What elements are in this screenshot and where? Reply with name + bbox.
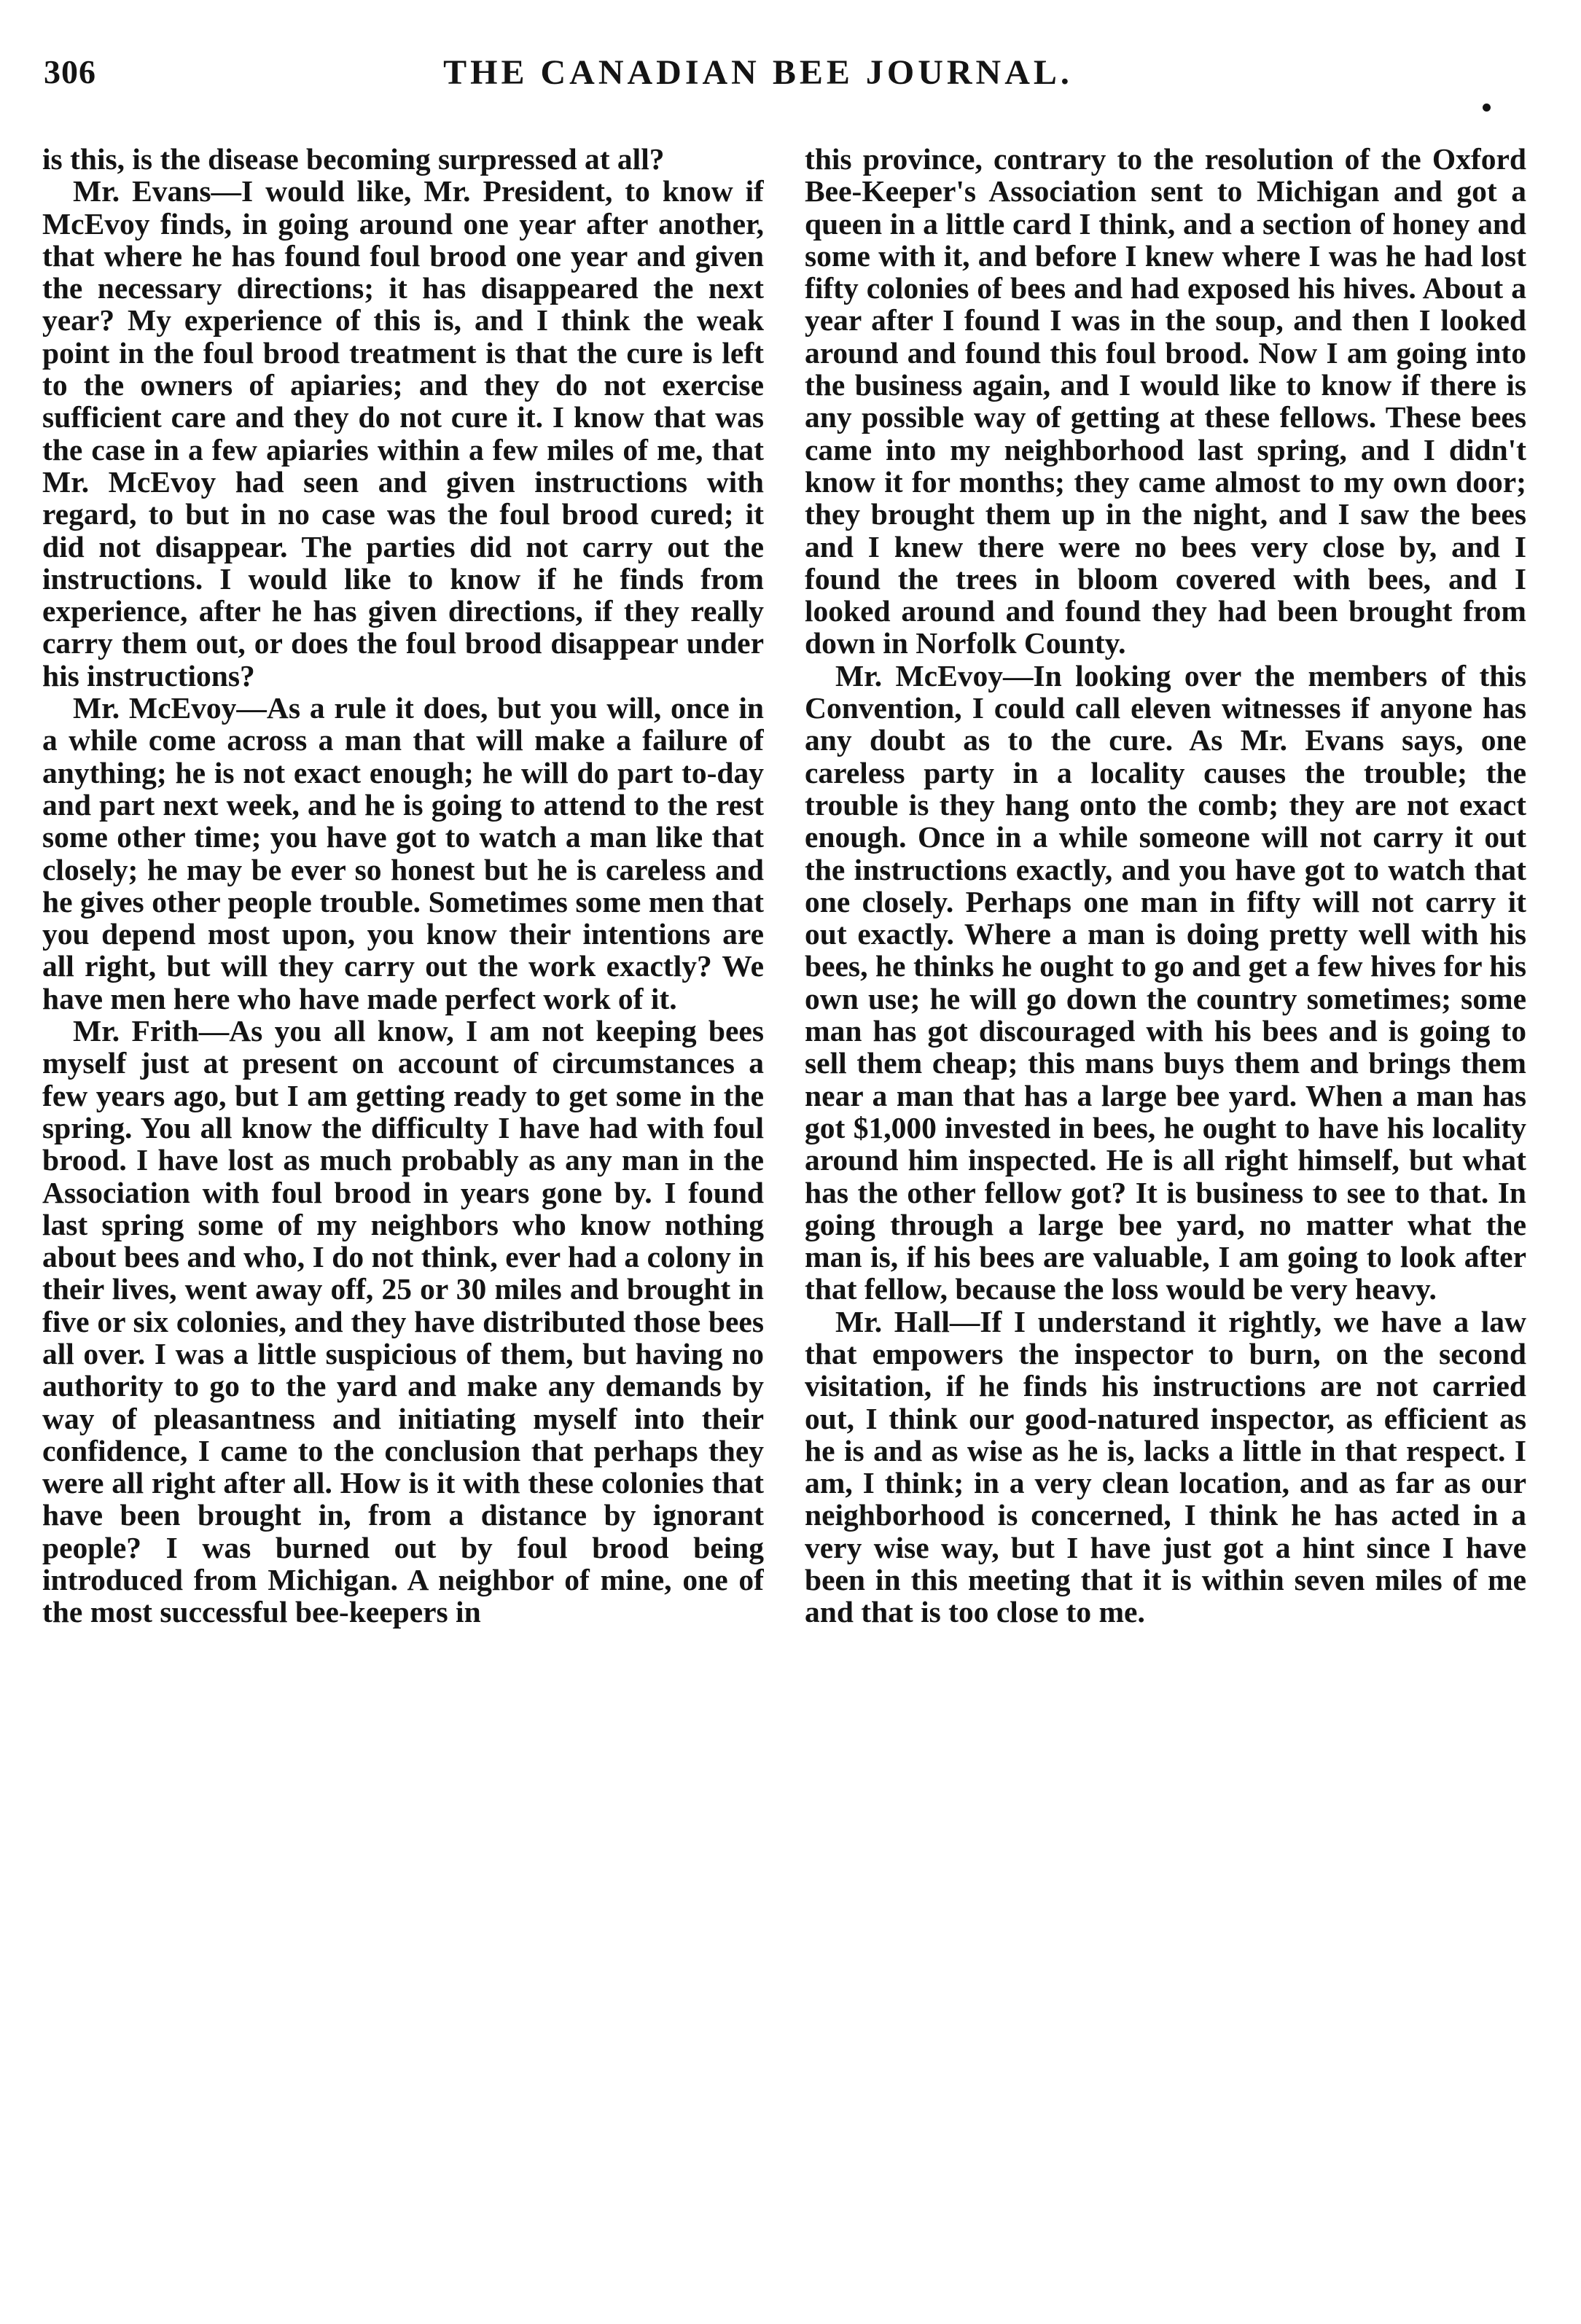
ink-dot xyxy=(1483,104,1491,112)
left-column xyxy=(42,143,764,2293)
paragraph: Mr. Frith—As you all know, I am not keeping bees myself just at present on account of circumstances a few years ago, but I am getting ready to get some in the spring. You all know the difficulty I have had with foul brood. I have lost as much probably as any man in the Association with foul brood in years gone by. I found last spring some of my neighbors who know nothing about bees and who, I do not think, ever had a colony in their lives, went away off, 25 or 30 miles and brought in five or six colonies, and they have distributed those bees all over. I was a little suspicious of them, but having no authority to go to the yard and make any demands by way of pleasantness and initiating myself into their confidence, I came to the conclusion that perhaps they were all right after all. How is it with these colonies that have been brought in, from a distance by ignorant people? I was burned out by foul brood being introduced from Michigan. A neighbor of mine, one of the most successful bee-keepers in xyxy=(42,1014,764,1629)
page-header xyxy=(44,52,1472,104)
paragraph: Mr. McEvoy—As a rule it does, but you will, once in a while come across a man that will make a failure of anything; he is not exact enough; he will do part to-day and part next week, and he is going to attend to the rest some other time; you have got to watch a man like that closely; he may be ever so honest but he is careless and he gives other people trouble. Sometimes some men that you depend most upon, you know their intentions are all right, but will they carry out the work exactly? We have men here who have made perfect work of it. xyxy=(42,691,764,1015)
right-column xyxy=(805,143,1526,2293)
paragraph: Mr. McEvoy—In looking over the members of this Convention, I could call eleven witnesses if anyone has any doubt as to the cure. As Mr. Evans says, one careless party in a locality causes the trouble; the trouble is they hang onto the comb; they are not exact enough. Once in a while someone will not carry it out the instructions exactly, and you have got to watch that one closely. Perhaps one man in fifty will not carry it out exactly. Where a man is doing pretty well with his bees, he thinks he ought to go and get a few hives for his own use; he will go down the country sometimes; some man has got discouraged with his bees and is going to sell them cheap; this mans buys them and brings them near a man that has a large bee yard. When a man has got $1,000 invested in bees, he ought to have his locality around him inspected. He is all right himself, but what has the other fellow got? It is business to see to that. In going through a large bee yard, no matter what the man is, if his bees are valuable, I am going to look after that fellow, because the loss would be very heavy. xyxy=(805,658,1526,1306)
paragraph: Mr. Evans—I would like, Mr. President, to know if McEvoy finds, in going around one year after another, that where he has found foul brood one year and given the necessary directions; it has disappeared the next year? My experience of this is, and I think the weak point in the foul brood treatment is that the cure is left to the owners of apiaries; and they do not exercise sufficient care and they do not cure it. I know that was the case in a few apiaries within a few miles of me, that Mr. McEvoy had seen and given instructions with regard, to but in no case was the foul brood cured; it did not disappear. The parties did not carry out the instructions. I would like to know if he finds from experience, after he has given directions, if they really carry them out, or does the foul brood disappear under his instructions? xyxy=(42,174,764,693)
running-title: THE CANADIAN BEE JOURNAL. xyxy=(443,53,1073,92)
paragraph: this province, contrary to the resolution of the Oxford Bee-Keeper's Association sent to Michigan and got a queen in a little card I think, and a section of honey and some with it, and before I knew where I was he had lost fifty colonies of bees and had exposed his hives. About a year after I found I was in the soup, and then I looked around and found this foul brood. Now I am going into the business again, and I would like to know if there is any possible way of getting at these fellows. These bees came into my neighborhood last spring, and I didn't know it for months; they came almost to my own door; they brought them up in the night, and I saw the bees and I knew there were no bees very close by, and I found the trees in bloom covered with bees, and I looked around and found they had been brought from down in Norfolk County. xyxy=(805,143,1526,660)
page-number: 306 xyxy=(44,53,96,90)
paragraph: is this, is the disease becoming surpressed at all? xyxy=(42,143,665,176)
paragraph: Mr. Hall—If I understand it rightly, we have a law that empowers the inspector to burn, on the second visitation, if he finds his instructions are not carried out, I think our good-natured inspector, as efficient as he is and as wise as he is, lacks a little in that respect. I am, I think; in a very clean location, and as far as our neighborhood is concerned, I think he has acted in a very wise way, but I have just got a hint since I have been in this meeting that it is within seven miles of me and that is too close to me. xyxy=(805,1304,1526,1629)
